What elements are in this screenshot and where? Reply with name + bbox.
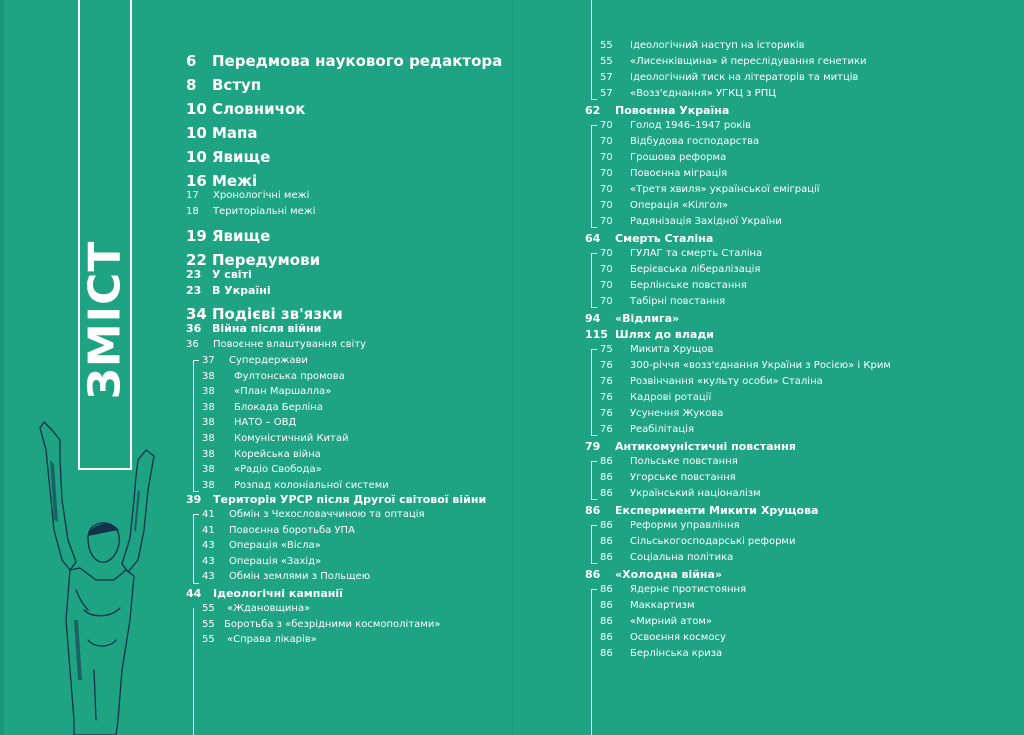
page-number: 57 [600, 72, 613, 83]
entry-title: Експерименти Микити Хрущова [615, 504, 819, 517]
page-number: 36 [186, 339, 199, 350]
page-number: 55 [600, 56, 613, 67]
group-bracket [193, 608, 194, 735]
entry-title: Боротьба з «безрідними космополітами» [224, 618, 441, 630]
entry-title: Операція «Захід» [229, 555, 322, 567]
page-number: 37 [202, 355, 215, 366]
entry-title: Ідеологічний тиск на літераторів та митців [630, 72, 859, 83]
entry-title: Подієві зв'язки [212, 305, 343, 323]
bracket-cap [193, 583, 199, 584]
entry-title: Явище [212, 227, 271, 245]
entry-title: Антикомуністичні повстання [615, 440, 796, 453]
page-number: 43 [202, 540, 215, 552]
page-number: 64 [585, 232, 601, 245]
page-number: 22 [186, 251, 207, 269]
entry-title: Територія УРСР після Другої світової війни [213, 493, 487, 506]
page-number: 76 [600, 376, 613, 387]
entry-title: Радянізація Західної України [630, 216, 782, 227]
page-number: 86 [600, 456, 613, 467]
entry-title: Межі [212, 172, 258, 190]
entry-title: «Лисенківщина» й переслідування генетики [630, 56, 867, 67]
page-title: ЗМІСТ [79, 240, 131, 400]
entry-title: «Радіо Свобода» [234, 464, 322, 476]
entry-title: Розвінчання «культу особи» Сталіна [630, 376, 823, 387]
entry-title: В Україні [212, 284, 271, 297]
page-number: 10 [186, 100, 207, 118]
entry-title: НАТО – ОВД [234, 417, 297, 429]
page-number: 38 [202, 401, 215, 413]
entry-title: Повоєнна Україна [615, 104, 730, 117]
entry-title: Ідеологічні кампанії [213, 587, 343, 600]
page-number: 75 [600, 344, 613, 355]
page-number: 43 [202, 571, 215, 583]
entry-title: Реабілітація [630, 424, 694, 435]
page-number: 43 [202, 555, 215, 567]
page-number: 17 [186, 190, 199, 201]
entry-title: Вступ [212, 76, 262, 94]
bracket-cap [591, 461, 597, 462]
page-number: 70 [600, 280, 613, 291]
entry-title: Повоєнна боротьба УПА [229, 524, 355, 536]
bracket-cap [591, 349, 597, 350]
bracket-cap [591, 253, 597, 254]
page-number: 70 [600, 184, 613, 195]
page-number: 86 [600, 616, 613, 627]
page-number: 62 [585, 104, 601, 117]
entry-title: «Возз'єднання» УГКЦ з РПЦ [630, 88, 776, 99]
bracket-cap [193, 360, 199, 361]
group-bracket [591, 125, 592, 227]
group-bracket [193, 360, 194, 491]
page-number: 38 [202, 433, 215, 444]
page-number: 86 [600, 648, 613, 659]
entry-title: Ядерне протистояння [630, 584, 747, 595]
entry-title: Голод 1946–1947 років [630, 120, 752, 131]
entry-title: Грошова реформа [630, 152, 727, 163]
entry-title: У світі [212, 268, 252, 281]
entry-title: Обмін з Чехословаччиною та оптація [229, 509, 425, 520]
page-edge [0, 0, 4, 735]
page-number: 41 [202, 524, 215, 536]
page-number: 23 [186, 284, 202, 297]
entry-title: Відбудова господарства [630, 136, 760, 147]
group-bracket [591, 461, 592, 499]
bracket-cap [193, 514, 199, 515]
page-number: 23 [186, 268, 202, 281]
page-number: 86 [585, 568, 601, 581]
entry-title: Фултонська промова [234, 370, 345, 382]
page-number: 76 [600, 360, 613, 371]
entry-title: Словничок [212, 100, 306, 118]
page-number: 6 [186, 52, 197, 70]
entry-title: Явище [212, 148, 271, 166]
entry-title: Корейська війна [234, 448, 321, 460]
page-number: 36 [186, 322, 202, 335]
entry-title: Кадрові ротації [630, 392, 712, 403]
entry-title: Усунення Жукова [630, 408, 724, 419]
bracket-cap [591, 525, 597, 526]
page-number: 70 [600, 248, 613, 259]
entry-title: Операція «Вісла» [229, 540, 321, 552]
group-bracket [591, 525, 592, 563]
entry-title: Територіальні межі [213, 206, 316, 217]
entry-title: Берлінська криза [630, 648, 723, 659]
group-bracket [591, 30, 592, 99]
page-number: 86 [600, 584, 613, 595]
entry-title: Берієвська лібералізація [630, 264, 761, 275]
bracket-cap [591, 125, 597, 126]
title-banner [78, 0, 132, 470]
entry-title: Реформи управління [630, 520, 740, 531]
entry-title: Передмова наукового редактора [212, 52, 503, 70]
page-number: 38 [202, 370, 215, 382]
entry-title: Хронологічні межі [213, 190, 310, 201]
page-number: 70 [600, 264, 613, 275]
page-number: 18 [186, 206, 199, 217]
page-number: 10 [186, 124, 207, 142]
page-number: 70 [600, 168, 613, 179]
page-number: 44 [186, 587, 202, 600]
entry-title: Микита Хрущов [630, 344, 714, 355]
page-number: 70 [600, 296, 613, 307]
title-frame [80, 0, 130, 468]
entry-title: Табірні повстання [630, 296, 726, 307]
entry-title: Соціальна політика [630, 552, 734, 563]
page-number: 39 [186, 493, 202, 506]
page-number: 76 [600, 408, 613, 419]
entry-title: «Мирний атом» [630, 616, 713, 627]
entry-title: Розпад колоніальної системи [234, 479, 389, 491]
entry-title: 300-річчя «возз'єднання України з Росією» і Крим [630, 360, 891, 371]
entry-title: Український націоналізм [630, 488, 761, 499]
page-number: 115 [585, 328, 608, 341]
page-number: 55 [202, 603, 215, 614]
entry-title: «Холодна війна» [615, 568, 723, 581]
entry-title: Повоєнна міграція [630, 168, 728, 179]
page-number: 86 [600, 552, 613, 563]
entry-title: Ідеологічний наступ на істориків [630, 40, 805, 51]
page-number: 86 [585, 504, 601, 517]
page-number: 34 [186, 305, 207, 323]
entry-title: Маккартизм [630, 600, 695, 611]
page-number: 57 [600, 88, 613, 99]
page-number: 94 [585, 312, 601, 325]
page-number: 55 [600, 40, 613, 51]
entry-title: Обмін землями з Польщею [229, 571, 371, 583]
page-number: 76 [600, 392, 613, 403]
entry-title: Угорське повстання [630, 472, 736, 483]
bracket-cap [591, 307, 597, 308]
bracket-cap [591, 589, 597, 590]
bracket-cap [591, 99, 597, 100]
page-number: 86 [600, 536, 613, 547]
raised-arms-figure-illustration [30, 420, 185, 735]
page-number: 16 [186, 172, 207, 190]
page-number: 86 [600, 472, 613, 483]
group-bracket [591, 589, 592, 735]
group-bracket [193, 514, 194, 583]
entry-title: Війна після війни [212, 322, 322, 335]
page-number: 86 [600, 488, 613, 499]
page-number: 55 [202, 634, 215, 646]
page-number: 38 [202, 479, 215, 491]
page-number: 70 [600, 152, 613, 163]
page-number: 55 [202, 618, 215, 630]
entry-title: Мапа [212, 124, 258, 142]
page-number: 70 [600, 120, 613, 131]
entry-title: Смерть Сталіна [615, 232, 714, 245]
entry-title: Операція «Кілгол» [630, 200, 729, 211]
page-number: 70 [600, 200, 613, 211]
entry-title: Берлінське повстання [630, 280, 747, 291]
page-number: 76 [600, 424, 613, 435]
group-bracket [591, 0, 592, 32]
page-number: 38 [202, 464, 215, 476]
page-number: 86 [600, 632, 613, 643]
bracket-cap [591, 499, 597, 500]
bracket-cap [591, 227, 597, 228]
page-gutter [512, 0, 513, 735]
page-number: 38 [202, 448, 215, 460]
entry-title: «Третя хвиля» української еміграції [630, 184, 820, 195]
page-number: 10 [186, 148, 207, 166]
group-bracket [591, 349, 592, 435]
entry-title: Блокада Берліна [234, 401, 323, 413]
page-number: 38 [202, 417, 215, 429]
entry-title: «Відлига» [615, 312, 680, 325]
page-number: 86 [600, 520, 613, 531]
entry-title: Передумови [212, 251, 321, 269]
entry-title: Шлях до влади [615, 328, 714, 341]
page-number: 70 [600, 216, 613, 227]
page-number: 79 [585, 440, 601, 453]
page-number: 86 [600, 600, 613, 611]
page-number: 19 [186, 227, 207, 245]
bracket-cap [591, 435, 597, 436]
entry-title: «План Маршалла» [234, 386, 332, 398]
entry-title: Повоєнне влаштування світу [213, 339, 367, 350]
page-number: 70 [600, 136, 613, 147]
entry-title: «Справа лікарів» [227, 634, 317, 646]
page-number: 8 [186, 76, 197, 94]
entry-title: Сільськогосподарські реформи [630, 536, 796, 547]
entry-title: ГУЛАГ та смерть Сталіна [630, 248, 763, 259]
page-number: 41 [202, 509, 215, 520]
page-number: 38 [202, 386, 215, 398]
bracket-cap [591, 563, 597, 564]
group-bracket [591, 253, 592, 307]
entry-title: Польське повстання [630, 456, 738, 467]
entry-title: Комуністичний Китай [234, 433, 349, 444]
entry-title: Супердержави [229, 355, 308, 366]
entry-title: Освоєння космосу [630, 632, 726, 643]
entry-title: «Ждановщина» [227, 603, 311, 614]
